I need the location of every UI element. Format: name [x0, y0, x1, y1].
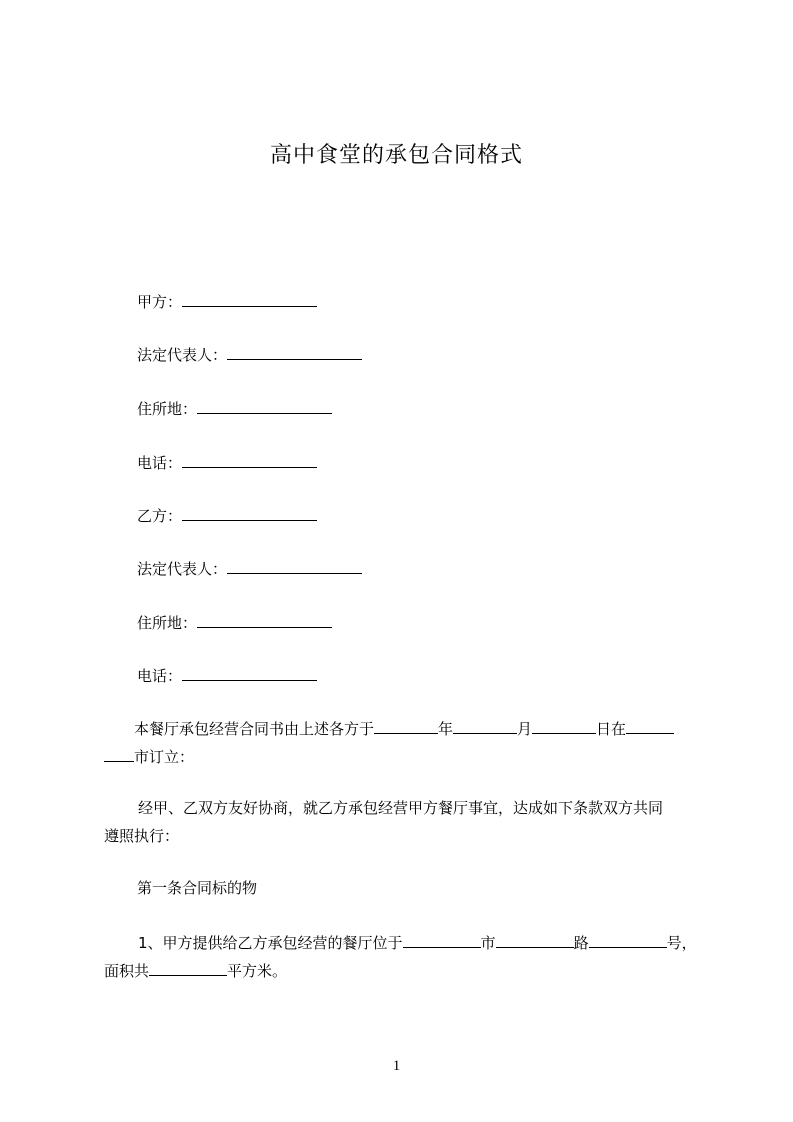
month-label: 月	[517, 720, 533, 738]
negotiation-line2: 遵照执行：	[104, 827, 180, 845]
party-a-rep-blank	[227, 344, 362, 360]
day-blank	[532, 718, 596, 734]
area-unit-label: 平方米。	[227, 962, 288, 980]
city-signed-label: 市订立：	[134, 748, 195, 766]
year-blank	[374, 718, 438, 734]
month-blank	[453, 718, 517, 734]
negotiation-paragraph	[104, 798, 704, 845]
party-b-rep-line	[137, 558, 362, 579]
number-blank	[589, 932, 667, 948]
party-a-phone-line	[137, 452, 317, 473]
item-1-text: 1、甲方提供给乙方承包经营的餐厅位于	[138, 934, 403, 952]
party-b-phone-line	[137, 665, 317, 686]
party-a-blank	[182, 291, 317, 307]
party-b-address-line	[137, 612, 332, 633]
area-label: 面积共	[104, 962, 150, 980]
city-label: 市	[480, 934, 496, 952]
article-1-item-1-line2	[104, 960, 287, 981]
party-a-address-blank	[197, 398, 332, 414]
negotiation-paragraph-line2	[104, 826, 179, 846]
party-a-label: 甲方：	[137, 293, 183, 311]
year-label: 年	[438, 720, 454, 738]
city-blank	[403, 932, 481, 948]
party-b-blank	[182, 505, 317, 521]
area-blank	[149, 960, 227, 976]
party-b-phone-label: 电话：	[137, 667, 183, 685]
road-label: 路	[573, 934, 589, 952]
party-a-address-line	[137, 398, 332, 419]
party-b-label: 乙方：	[137, 507, 183, 525]
party-a-phone-blank	[182, 452, 317, 468]
article-1-heading: 第一条合同标的物	[137, 879, 258, 897]
party-a-phone-label: 电话：	[137, 454, 183, 472]
party-a-rep-line	[137, 344, 362, 365]
place-blank-a	[626, 718, 674, 734]
party-a-line	[137, 291, 317, 312]
signing-paragraph-line2	[104, 746, 194, 767]
party-b-address-label: 住所地：	[137, 614, 198, 632]
document-title: 高中食堂的承包合同格式	[269, 143, 523, 168]
article-1-item-1	[104, 932, 704, 980]
signing-paragraph	[104, 718, 704, 766]
number-label: 号，	[666, 934, 697, 952]
road-blank	[496, 932, 574, 948]
negotiation-line1: 经甲、乙双方友好协商，就乙方承包经营甲方餐厅事宜，达成如下条款双方共同	[138, 799, 664, 817]
signing-text: 本餐厅承包经营合同书由上述各方于	[134, 720, 375, 738]
page-number: 1	[392, 1058, 401, 1074]
party-b-line	[137, 505, 317, 526]
party-a-address-label: 住所地：	[137, 400, 198, 418]
party-b-rep-label: 法定代表人：	[137, 560, 228, 578]
party-b-address-blank	[197, 612, 332, 628]
place-blank-b	[104, 746, 134, 762]
day-label: 日在	[596, 720, 627, 738]
party-b-phone-blank	[182, 665, 317, 681]
party-a-rep-label: 法定代表人：	[137, 346, 228, 364]
party-b-rep-blank	[227, 558, 362, 574]
